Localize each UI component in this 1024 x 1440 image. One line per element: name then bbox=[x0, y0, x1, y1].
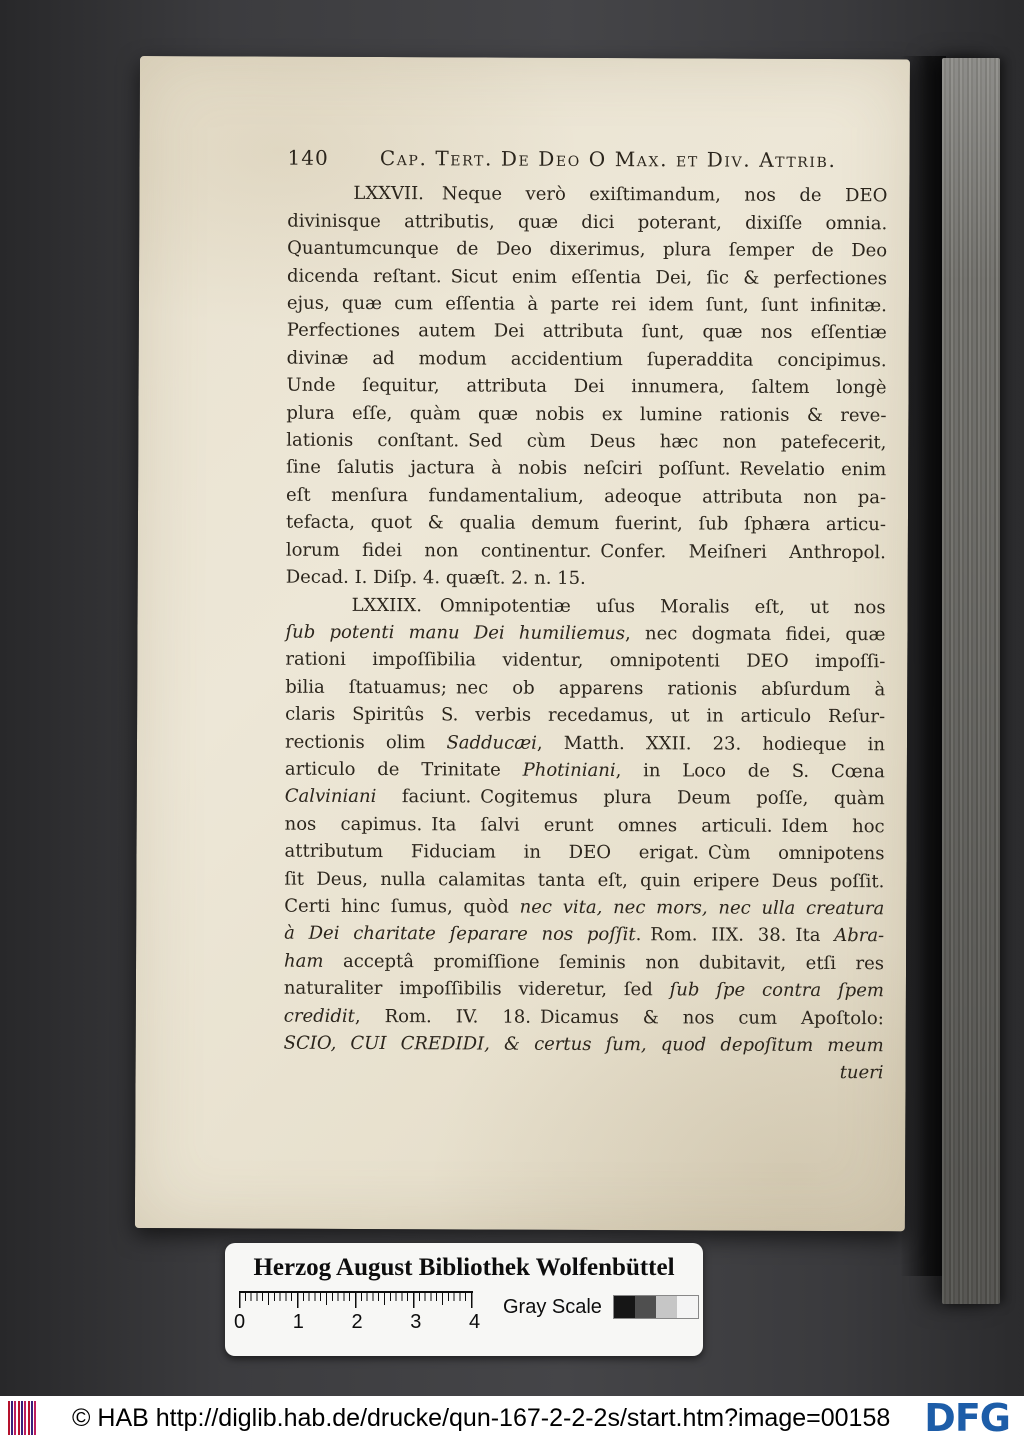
cm-ruler bbox=[233, 1291, 481, 1334]
text-line bbox=[284, 1030, 884, 1060]
text-segment: Perfectiones autem Dei attributa ſunt, quæ nos eſſentiæ bbox=[286, 320, 887, 344]
text-line bbox=[285, 673, 885, 703]
ruler-number: 3 bbox=[410, 1311, 422, 1333]
text-line bbox=[285, 701, 885, 731]
text-segment: Photiniani bbox=[522, 759, 616, 782]
gray-scale-label: Gray Scale bbox=[503, 1295, 602, 1318]
text-line bbox=[285, 646, 885, 676]
running-title: Cap. Tert. De Deo O Max. et Div. Attrib. bbox=[379, 146, 837, 173]
text-segment: SCIO, CUI CREDIDI, & certus ſum, quod depoſitum meum bbox=[283, 1032, 884, 1057]
text-segment: LXXVII. Neque verò exiſtimandum, nos de DEO bbox=[353, 183, 888, 207]
color-barcode-icon bbox=[8, 1401, 38, 1435]
text-segment: tueri bbox=[839, 1062, 884, 1084]
text-line bbox=[285, 783, 885, 813]
text-segment: ejus, quæ cum eſſentia à parte rei idem ſunt, ſunt infinitæ. bbox=[286, 292, 887, 317]
text-segment: rectionis olim bbox=[284, 731, 447, 753]
text-line bbox=[285, 810, 885, 840]
text-segment: lationis conſtant. Sed cùm Deus hæc non patefecerit, bbox=[286, 429, 887, 454]
text-line bbox=[287, 207, 887, 237]
text-segment: , Matth. XXII. 23. hodieque in bbox=[536, 732, 886, 755]
text-line bbox=[284, 1002, 884, 1032]
text-line bbox=[284, 1057, 884, 1087]
text-line bbox=[286, 482, 886, 512]
text-line bbox=[287, 344, 887, 374]
text-line bbox=[285, 728, 885, 758]
page-text-block bbox=[284, 145, 888, 1087]
page-header bbox=[287, 145, 887, 175]
text-segment: Certi hinc ſumus, quòd bbox=[284, 895, 520, 918]
text-segment: Calviniani bbox=[284, 785, 377, 808]
text-segment: , Rom. IV. 18. Dicamus & nos cum Apoſtolo: bbox=[354, 1005, 884, 1029]
text-segment: dicenda reſtant. Sicut enim eſſentia Dei, ſic & perfectiones bbox=[286, 265, 888, 289]
text-line bbox=[286, 564, 886, 594]
text-segment: divinisque attributis, quæ dici poterant, dixiſſe omnia. bbox=[287, 210, 888, 235]
text-segment: Sadducæi bbox=[446, 731, 537, 754]
text-segment: nos capimus. Ita ſalvi erunt omnes articuli. Idem hoc bbox=[284, 813, 885, 838]
copyright-url: © HAB http://diglib.hab.de/drucke/qun-167-2-2-2s/start.htm?image=00158 bbox=[72, 1403, 891, 1432]
text-line bbox=[286, 399, 886, 429]
text-segment: faciunt. Cogitemus plura Deum poſſe, quàm bbox=[376, 786, 885, 810]
ruler-number: 4 bbox=[468, 1311, 481, 1333]
footer-bar bbox=[0, 1396, 1024, 1440]
text-line bbox=[284, 975, 884, 1005]
text-line bbox=[287, 262, 887, 292]
text-segment: . Rom. IIX. 38. Ita bbox=[635, 924, 835, 947]
text-line bbox=[287, 180, 887, 210]
text-segment: , in Loco de S. Cœna bbox=[615, 760, 885, 783]
text-line bbox=[284, 838, 884, 868]
ruler-ticks bbox=[239, 1291, 473, 1308]
text-line bbox=[285, 619, 885, 649]
text-line bbox=[284, 893, 884, 923]
paragraph bbox=[286, 180, 888, 594]
library-name: Herzog August Bibliothek Wolfenbüttel bbox=[253, 1254, 675, 1281]
text-segment: plura eſſe, quàm quæ nobis ex lumine rationis & reve- bbox=[286, 402, 887, 426]
text-segment: LXXIIX. Omnipotentiæ uſus Moralis eſt, ut nos bbox=[351, 594, 886, 618]
text-segment: Unde ſequitur, attributa Dei innumera, ſaltem longè bbox=[286, 374, 887, 399]
text-line bbox=[286, 454, 886, 484]
ruler-number: 0 bbox=[233, 1311, 246, 1333]
text-segment: attributum Fiduciam in DEO erigat. Cùm omnipotens bbox=[284, 840, 885, 865]
text-segment: Abra- bbox=[834, 925, 885, 947]
ruler-number: 1 bbox=[292, 1311, 304, 1333]
text-segment: ſit Deus, nulla calamitas tanta eſt, quin eripere Deus poſſit. bbox=[284, 868, 885, 892]
text-segment: acceptâ promiſſione ſeminis non dubitavit, etſi res bbox=[323, 950, 885, 975]
gray-scale-patch bbox=[614, 1296, 635, 1318]
text-line bbox=[286, 509, 886, 539]
text-segment: divinæ ad modum accidentium ſuperaddita concipimus. bbox=[286, 347, 887, 372]
text-line bbox=[286, 536, 886, 566]
text-segment: articulo de Trinitate bbox=[284, 758, 523, 781]
gray-scale-group bbox=[503, 1295, 699, 1319]
text-line bbox=[285, 756, 885, 786]
scale-reference-card bbox=[225, 1243, 703, 1356]
gray-scale-patches bbox=[613, 1295, 699, 1319]
paragraph bbox=[284, 591, 886, 1087]
gray-scale-patch bbox=[656, 1296, 677, 1318]
text-line bbox=[287, 235, 887, 265]
ruler-number: 2 bbox=[351, 1311, 363, 1333]
dfg-logo: DFG bbox=[924, 1396, 1010, 1440]
text-segment: Decad. I. Diſp. 4. quæſt. 2. n. 15. bbox=[285, 566, 586, 590]
text-segment: ham bbox=[284, 950, 324, 972]
text-segment: ſine ſalutis jactura à nobis neſciri poſſunt. Revelatio enim bbox=[286, 457, 887, 481]
text-line bbox=[284, 865, 884, 895]
text-segment: bilia ſtatuamus; nec ob apparens rationis abſurdum à bbox=[285, 676, 886, 700]
text-segment: claris Spiritûs S. verbis recedamus, ut in articulo Reſur- bbox=[285, 703, 886, 728]
text-line bbox=[286, 427, 886, 457]
text-segment: ſub potenti manu Dei humiliemus bbox=[285, 621, 626, 645]
text-segment: rationi impoſſibilia videntur, omnipotenti DEO impoſſi- bbox=[285, 648, 886, 673]
page-number: 140 bbox=[287, 145, 329, 170]
text-segment: credidit bbox=[283, 1005, 355, 1027]
text-line bbox=[287, 372, 887, 402]
ruler-numbers bbox=[231, 1311, 483, 1334]
text-segment: , nec dogmata fidei, quæ bbox=[625, 623, 886, 646]
text-line bbox=[286, 591, 886, 621]
text-segment: nec vita, nec mors, nec ulla creatura bbox=[519, 896, 885, 920]
page-paragraphs bbox=[284, 180, 888, 1087]
text-line bbox=[284, 920, 884, 950]
gray-scale-patch bbox=[677, 1296, 698, 1318]
ruler-row bbox=[225, 1291, 703, 1334]
text-segment: tefacta, quot & qualia demum fuerint, ſub ſphæra articu- bbox=[285, 511, 887, 536]
book-page-edges bbox=[942, 58, 1000, 1304]
text-segment: ſub ſpe contra ſpem bbox=[669, 979, 884, 1002]
text-line bbox=[287, 290, 887, 320]
book-page bbox=[135, 56, 910, 1231]
text-line bbox=[287, 317, 887, 347]
text-segment: lorum fidei non continentur. Confer. Meiſneri Anthropol. bbox=[285, 539, 886, 563]
text-segment: Quantumcunque de Deo dixerimus, plura ſemper de Deo bbox=[287, 237, 888, 262]
text-segment: à Dei charitate ſeparare nos poſſit bbox=[284, 923, 636, 946]
gray-scale-patch bbox=[635, 1296, 656, 1318]
text-segment: naturaliter impoſſibilis videretur, ſed bbox=[283, 977, 670, 1001]
text-segment: eſt menſura fundamentalium, adeoque attributa non pa- bbox=[286, 484, 887, 509]
text-line bbox=[284, 947, 884, 977]
